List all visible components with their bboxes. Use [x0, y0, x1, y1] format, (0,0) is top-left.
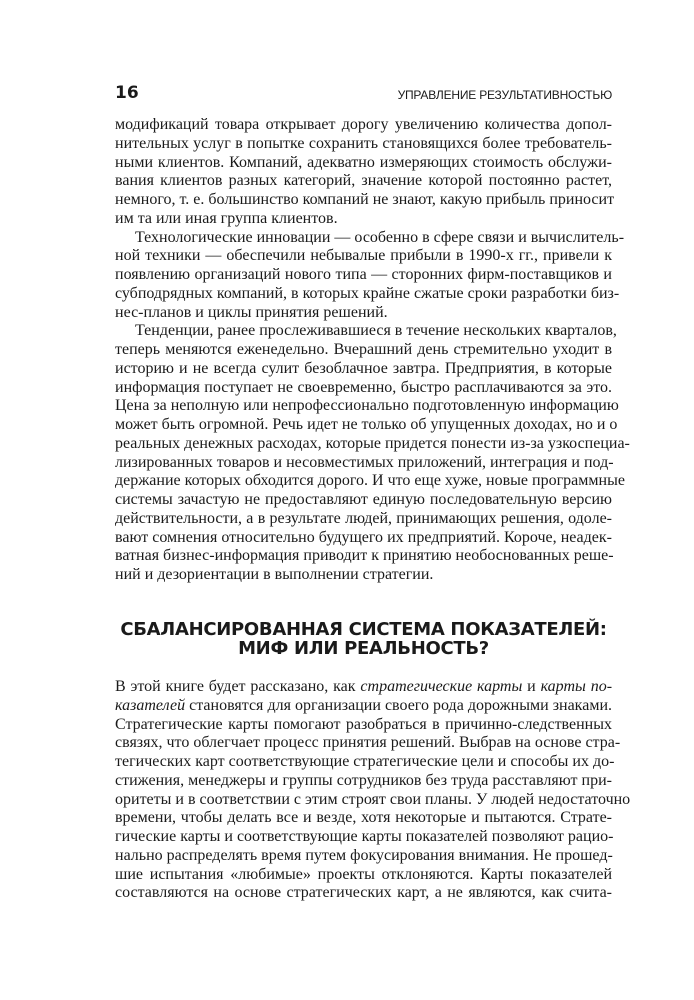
text-segment: ватная бизнес-информация приводит к принятию необоснованных реше-	[115, 547, 614, 565]
text-line	[115, 772, 612, 791]
text-line	[115, 716, 612, 735]
text-segment: держание которых обходится дорого. И что еще хуже, новые программные	[115, 472, 625, 490]
text-segment: ными клиентов. Компаний, адекватно измеряющих стоимость обслужи-	[115, 153, 612, 171]
text-segment: информация поступает не своевременно, быстро расплачиваются за это.	[115, 378, 612, 396]
text-line	[115, 678, 612, 697]
text-line	[115, 210, 612, 229]
text-line	[115, 491, 612, 510]
text-line	[115, 360, 612, 379]
text-line	[115, 397, 619, 416]
text-line	[115, 529, 612, 548]
text-line	[115, 266, 612, 285]
text-line	[115, 697, 612, 716]
text-line	[115, 341, 612, 360]
text-segment: стижения, менеджеры и группы сотрудников без труда расставляют при-	[115, 771, 612, 789]
paragraph	[115, 322, 630, 585]
italic-term: казателей	[115, 696, 186, 714]
text-segment: времени, чтобы делать все и везде, хотя некоторые и пытаются. Страте-	[115, 809, 612, 827]
text-segment: становятся для организации своего рода дорожными знаками.	[185, 696, 612, 714]
text-segment: появлению организаций нового типа — сторонних фирм-поставщиков и	[115, 266, 612, 283]
text-line	[115, 247, 612, 266]
italic-term: стратегические карты	[360, 678, 523, 695]
text-segment: теперь меняются еженедельно. Вчерашний день стремительно уходит в	[115, 341, 612, 358]
text-line	[115, 416, 618, 435]
text-segment: Цена за неполную или непрофессионально подготовленную информацию	[115, 397, 619, 415]
text-line	[115, 154, 612, 173]
text-line	[115, 454, 612, 473]
text-segment: нес-планов и циклы принятия решений.	[115, 303, 388, 321]
text-line	[115, 304, 612, 323]
section-heading-line: СБАЛАНСИРОВАННАЯ СИСТЕМА ПОКАЗАТЕЛЕЙ:	[120, 619, 607, 640]
text-line	[115, 322, 617, 341]
body-text-bottom	[115, 678, 631, 903]
text-segment: реальных денежных расходах, которые придется понести из-за узкоспециа-	[115, 434, 630, 452]
text-segment: лизированных товаров и несовместимых приложений, интеграция и под-	[115, 453, 614, 471]
text-segment: нально распределять время путем фокусирования внимания. Не прошед-	[115, 846, 613, 864]
text-segment: может быть огромной. Речь идет не только об упущенных доходах, но и о	[115, 416, 618, 433]
text-line	[115, 866, 612, 885]
text-segment: ний и дезориентации в выполнении стратегии.	[115, 566, 434, 583]
text-line	[115, 734, 621, 753]
text-segment: историю и не всегда сулит безоблачное завтра. Предприятия, в которые	[115, 359, 612, 377]
text-line	[115, 566, 612, 585]
text-line	[115, 753, 615, 772]
text-line	[115, 116, 612, 135]
section-heading-line: МИФ ИЛИ РЕАЛЬНОСТЬ?	[238, 638, 489, 659]
page-number: 16	[115, 83, 139, 103]
text-segment: субподрядных компаний, в которых крайне сжатые сроки разработки биз-	[115, 284, 620, 302]
text-segment: и	[522, 678, 541, 695]
text-segment: действительности, а в результате людей, принимающих решения, одоле-	[115, 509, 612, 527]
text-segment: системы зачастую не предоставляют единую последовательную версию	[115, 491, 612, 508]
text-segment: Стратегические карты помогают разобраться в причинно-следственных	[115, 715, 612, 733]
text-line	[115, 172, 612, 191]
text-line	[115, 547, 612, 566]
text-line	[115, 809, 612, 828]
text-line	[115, 434, 630, 454]
text-segment: им та или иная группа клиентов.	[115, 209, 338, 227]
text-segment: связях, что облегчает процесс принятия решений. Выбрав на основе стра-	[115, 734, 621, 752]
text-segment: немного, т. е. большинство компаний не знают, какую прибыль приносит	[115, 191, 615, 208]
text-segment: модификаций товара открывает дорогу увеличению количества допол-	[115, 116, 612, 133]
running-title: УПРАВЛЕНИЕ РЕЗУЛЬТАТИВНОСТЬЮ	[397, 88, 612, 102]
text-line	[115, 884, 612, 903]
text-segment: составляются на основе стратегических карт, а не являются, как счита-	[115, 884, 612, 902]
text-line	[115, 135, 612, 154]
text-line	[115, 847, 612, 866]
body-text-top	[115, 116, 630, 585]
text-segment: нительных услуг в попытке сохранить становящихся более требователь-	[115, 134, 612, 152]
text-line	[115, 379, 612, 398]
text-line	[115, 790, 631, 810]
text-line	[115, 510, 612, 529]
text-segment: вания клиентов разных категорий, значение которой постоянно растет,	[115, 172, 612, 190]
text-segment: оритеты и в соответствии с этим строят свои планы. У людей недостаточно	[115, 790, 631, 808]
text-segment: Технологические инновации — особенно в сфере связи и вычислитель-	[135, 228, 625, 246]
text-segment: вают сомнения относительно будущего их предприятий. Короче, неадек-	[115, 528, 612, 546]
paragraph	[115, 228, 625, 323]
section-heading	[115, 620, 612, 658]
paragraph	[115, 678, 631, 903]
text-line	[115, 284, 620, 304]
text-segment: В этой книге будет рассказано, как	[115, 678, 361, 695]
text-line	[115, 828, 612, 847]
text-segment: тегических карт соответствующие стратегические цели и способы их до-	[115, 753, 615, 770]
text-segment: ной техники — обеспечили небывалые прибыли в 1990-х гг., привели к	[115, 247, 612, 265]
text-segment: шие испытания «любимые» проекты отклоняются. Карты показателей	[115, 865, 612, 883]
text-line	[115, 191, 615, 210]
text-segment: Тенденции, ранее прослеживавшиеся в течение нескольких кварталов,	[135, 322, 617, 340]
text-line	[115, 472, 625, 491]
text-line	[115, 228, 625, 248]
italic-term: карты по-	[540, 678, 613, 695]
paragraph	[115, 116, 615, 229]
text-segment: гические карты и соответствующие карты показателей позволяют рацио-	[115, 828, 614, 845]
